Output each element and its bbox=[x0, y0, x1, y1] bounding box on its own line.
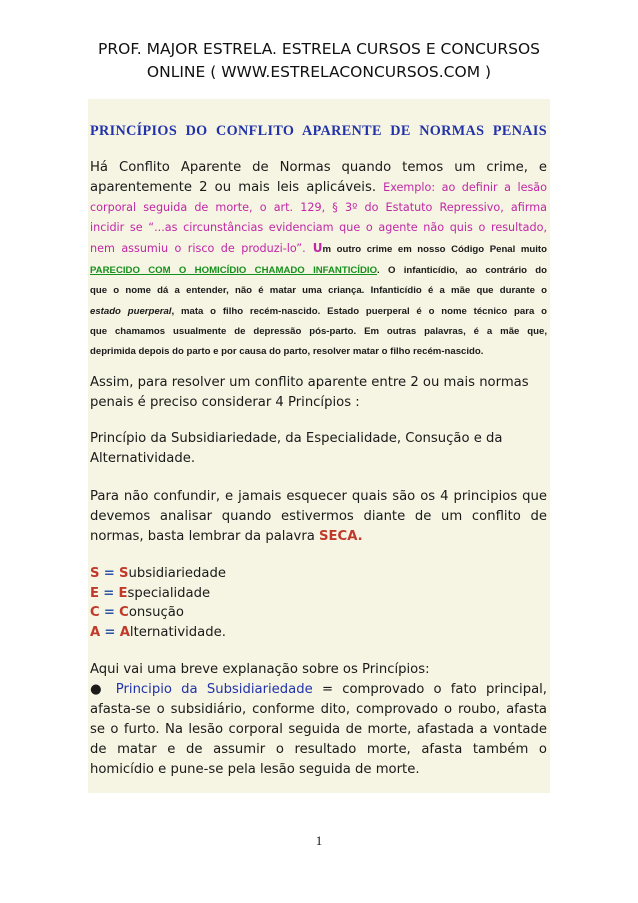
text-span: = comprovado o fato principal, bbox=[312, 682, 548, 697]
list-letter: C bbox=[90, 605, 100, 620]
text-line: homicídio e pune-se pela lesão seguida de morte. bbox=[90, 762, 420, 777]
text-line bbox=[90, 680, 547, 700]
u-initial: U bbox=[312, 241, 323, 255]
paragraph-explanation bbox=[90, 660, 547, 780]
paragraph-mnemonic bbox=[90, 487, 547, 547]
equals-sign: = bbox=[103, 585, 115, 601]
list-letter: A bbox=[90, 624, 101, 640]
list-item bbox=[90, 623, 547, 643]
paragraph-principle-names bbox=[90, 429, 547, 469]
initial-letter: E bbox=[118, 585, 128, 601]
paragraph-intro bbox=[90, 158, 547, 362]
header-line-2: ONLINE ( WWW.ESTRELACONCURSOS.COM ) bbox=[146, 63, 492, 81]
estado-puerperal: estado puerperal bbox=[90, 306, 172, 317]
seca-list bbox=[90, 564, 547, 642]
example-line bbox=[90, 238, 547, 260]
infanticide-line: que chamamos usualmente de depressão pós-parto. Em outras palavras, é a mãe que, bbox=[90, 326, 547, 337]
page-number: 1 bbox=[315, 833, 323, 848]
example-line: corporal seguida de morte, o art. 129, § 3º do Estatuto Repressivo, afirma bbox=[90, 201, 547, 214]
section-title: PRINCÍPIOS DO CONFLITO APARENTE DE NORMAS PENAIS bbox=[90, 123, 547, 139]
infanticide-intro: m outro crime em nosso Código Penal muito bbox=[322, 244, 547, 255]
text-line: afasta-se o subsidiário, conforme dito, comprovado o roubo, afasta bbox=[90, 702, 547, 717]
principle-name: lternatividade. bbox=[129, 624, 226, 640]
list-item bbox=[90, 564, 547, 584]
text-line: de matar e de assumir o resultado morte, afasta também o bbox=[90, 742, 547, 757]
infanticide-line: deprimida depois do parto e por causa do parto, resolver matar o filho recém-nascido. bbox=[90, 346, 484, 357]
intro-text: aparentemente 2 ou mais leis aplicáveis. bbox=[90, 180, 377, 195]
header-line-1: PROF. MAJOR ESTRELA. ESTRELA CURSOS E CONCURSOS bbox=[98, 40, 540, 58]
seca-word: SECA. bbox=[319, 529, 363, 544]
example-text: nem assumiu o risco de produzi-lo”. bbox=[90, 242, 306, 255]
subsidiariedade-term: Principio da Subsidiariedade bbox=[115, 682, 313, 697]
initial-letter: S bbox=[118, 566, 129, 581]
initial-letter: C bbox=[119, 605, 129, 620]
equals-sign: = bbox=[103, 605, 115, 620]
bullet-icon: ● bbox=[90, 682, 107, 697]
example-text: Exemplo: ao definir a lesão bbox=[383, 181, 547, 194]
principle-name: onsução bbox=[128, 605, 184, 620]
equals-sign: = bbox=[103, 566, 115, 581]
text-line: devemos analisar quando estivermos diante de um conflito de bbox=[90, 509, 547, 524]
text-line: Assim, para resolver um conflito aparente entre 2 ou mais normas bbox=[90, 375, 529, 390]
intro-line bbox=[90, 178, 547, 198]
infanticide-highlight: PARECIDO COM O HOMICÍDIO CHAMADO INFANTICÍDIO bbox=[90, 265, 378, 276]
infanticide-line: que o nome dá a entender, não é matar uma criança. Infanticídio é a mãe que durante o bbox=[90, 285, 547, 296]
infanticide-line bbox=[90, 260, 547, 281]
text-line: Alternatividade. bbox=[90, 451, 196, 466]
list-letter: E bbox=[90, 585, 100, 601]
initial-letter: A bbox=[119, 624, 130, 640]
list-item bbox=[90, 584, 547, 604]
paragraph-principles bbox=[90, 373, 547, 413]
principle-name: specialidade bbox=[127, 585, 211, 601]
list-letter: S bbox=[90, 566, 100, 581]
list-item bbox=[90, 603, 547, 623]
intro-line: Há Conflito Aparente de Normas quando temos um crime, e bbox=[90, 160, 547, 175]
mnemonic-lead: normas, basta lembrar da palavra bbox=[90, 529, 315, 544]
page-header bbox=[60, 38, 578, 84]
text-line: se o furto. Na lesão corporal seguida de morte, afastada a vontade bbox=[90, 722, 547, 737]
infanticide-text: , mata o filho recém-nascido. Estado puerperal é o nome técnico para o bbox=[171, 306, 547, 317]
equals-sign: = bbox=[104, 624, 116, 640]
text-line: penais é preciso considerar 4 Princípios : bbox=[90, 395, 360, 410]
text-line bbox=[90, 527, 547, 547]
infanticide-line bbox=[90, 301, 547, 322]
text-line: Para não confundir, e jamais esquecer quais são os 4 principios que bbox=[90, 489, 547, 504]
example-line: incidir se “...as circunstâncias evidenciam que o agente não quis o resultado, bbox=[90, 221, 547, 234]
principle-name: ubsidiariedade bbox=[128, 566, 226, 581]
infanticide-text: . O infanticídio, ao contrário do bbox=[377, 265, 547, 276]
text-line: Princípio da Subsidiariedade, da Especialidade, Consução e da bbox=[90, 431, 503, 446]
text-line: Aqui vai uma breve explanação sobre os Princípios: bbox=[90, 662, 430, 677]
